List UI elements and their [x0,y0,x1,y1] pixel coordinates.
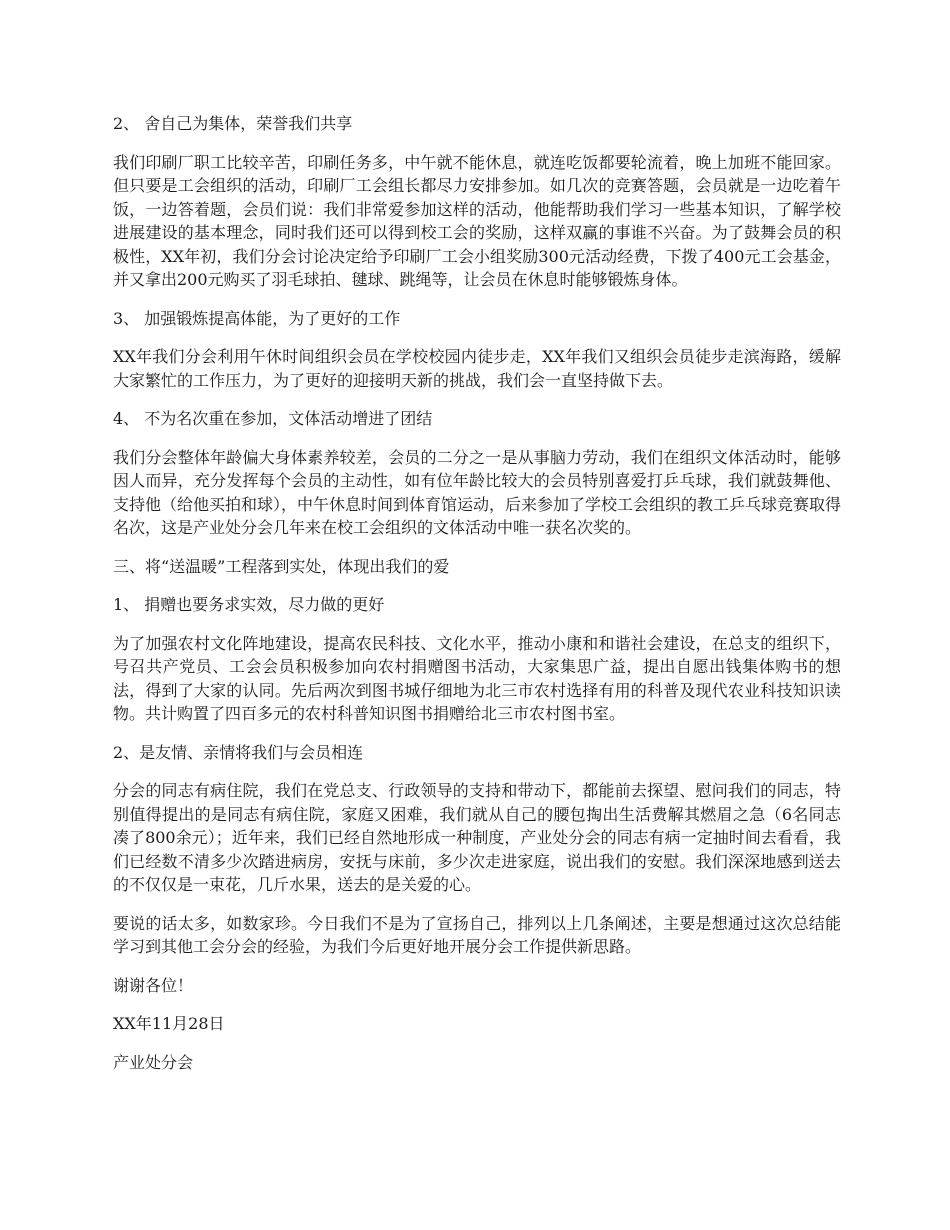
closing-thanks: 谢谢各位！ [113,975,194,995]
document-date: XX年11月28日 [113,1014,225,1033]
paragraph-conclusion: 要说的话太多，如数家珍。今日我们不是为了宣扬自己，排列以上几条阐述，主要是想通过这次总结能学习到其他工会分会的经验，为我们今后更好地开展分会工作提供新思路。 [113,913,841,956]
paragraph-book-donation: 为了加强农村文化阵地建设，提高农民科技、文化水平，推动小康和和谐社会建设，在总支的组织下，号召共产党员、工会会员积极参加向农村捐赠图书活动，大家集思广益，提出自愿出钱集体购书的想法，得到了大家的认同。先后两次到图书城仔细地为北三市农村选择有用的科普及现代农业科技知识读物。共计购置了四百多元的农村科普知识图书捐赠给北三市农村图书室。 [113,633,841,723]
paragraph-table-tennis: 我们分会整体年龄偏大身体素养较差，会员的二分之一是从事脑力劳动，我们在组织文体活动时，能够因人而异，充分发挥每个会员的主动性，如有位年龄比较大的会员特别喜爱打乒乓球，我们就鼓舞他、支持他（给他买拍和球），中午休息时间到体育馆运动，后来参加了学校工会组织的教工乒乓球竞赛取得名次，这是产业处分会几年来在校工会组织的文体活动中唯一获名次奖的。 [113,447,842,537]
section-heading-4-sports: 4、 不为名次重在参加，文体活动增进了团结 [113,409,433,428]
document-signature: 产业处分会 [113,1052,194,1072]
paragraph-walking-activity: XX年我们分会利用午休时间组织会员在学校校园内徒步走，XX年我们又组织会员徒步走滨海路，缓解大家繁忙的工作压力，为了更好的迎接明天新的挑战，我们会一直坚持做下去。 [113,347,841,390]
section-heading-3-exercise: 3、 加强锻炼提高体能，为了更好的工作 [113,308,401,328]
paragraph-hospital-visits: 分会的同志有病住院，我们在党总支、行政领导的支持和带动下，都能前去探望、慰问我们的同志，特别值得提出的是同志有病住院，家庭又困难，我们就从自己的腰包掏出生活费解其燃眉之急（6名同志凑了800余元）；近年来，我们已经自然地形成一种制度，产业处分会的同志有病一定抽时间去看看，我们已经数不清多少次踏进病房，安抚与床前，多少次走进家庭，说出我们的安慰。我们深深地感到送去的不仅仅是一束花，几斤水果，送去的是关爱的心。 [113,781,841,894]
section-heading-2-collective: 2、 舍自己为集体，荣誉我们共享 [113,114,353,133]
paragraph-printing-factory: 我们印刷厂职工比较辛苦，印刷任务多，中午就不能休息，就连吃饭都要轮流着，晚上加班不能回家。但只要是工会组织的活动，印刷厂工会组长都尽力安排参加。如几次的竞赛答题，会员就是一边吃着午饭，一边答着题，会员们说：我们非常爱参加这样的活动，他能帮助我们学习一些基本知识，了解学校进展建设的基本理念，同时我们还可以得到校工会的奖励，这样双赢的事谁不兴奋。为了鼓舞会员的积极性，XX年初，我们分会讨论决定给予印刷厂工会小组奖励300元活动经费，下拨了400元工会基金，并又拿出200元购买了羽毛球拍、毽球、跳绳等，让会员在休息时能够锻炼身体。 [113,152,841,289]
document-page [113,112,841,1089]
section-heading-three-warmth: 三、将“送温暖”工程落到实处，体现出我们的爱 [113,556,450,576]
section-heading-2-friendship: 2、是友情、亲情将我们与会员相连 [113,742,364,762]
section-heading-1-donation: 1、 捐赠也要务求实效，尽力做的更好 [113,595,385,614]
